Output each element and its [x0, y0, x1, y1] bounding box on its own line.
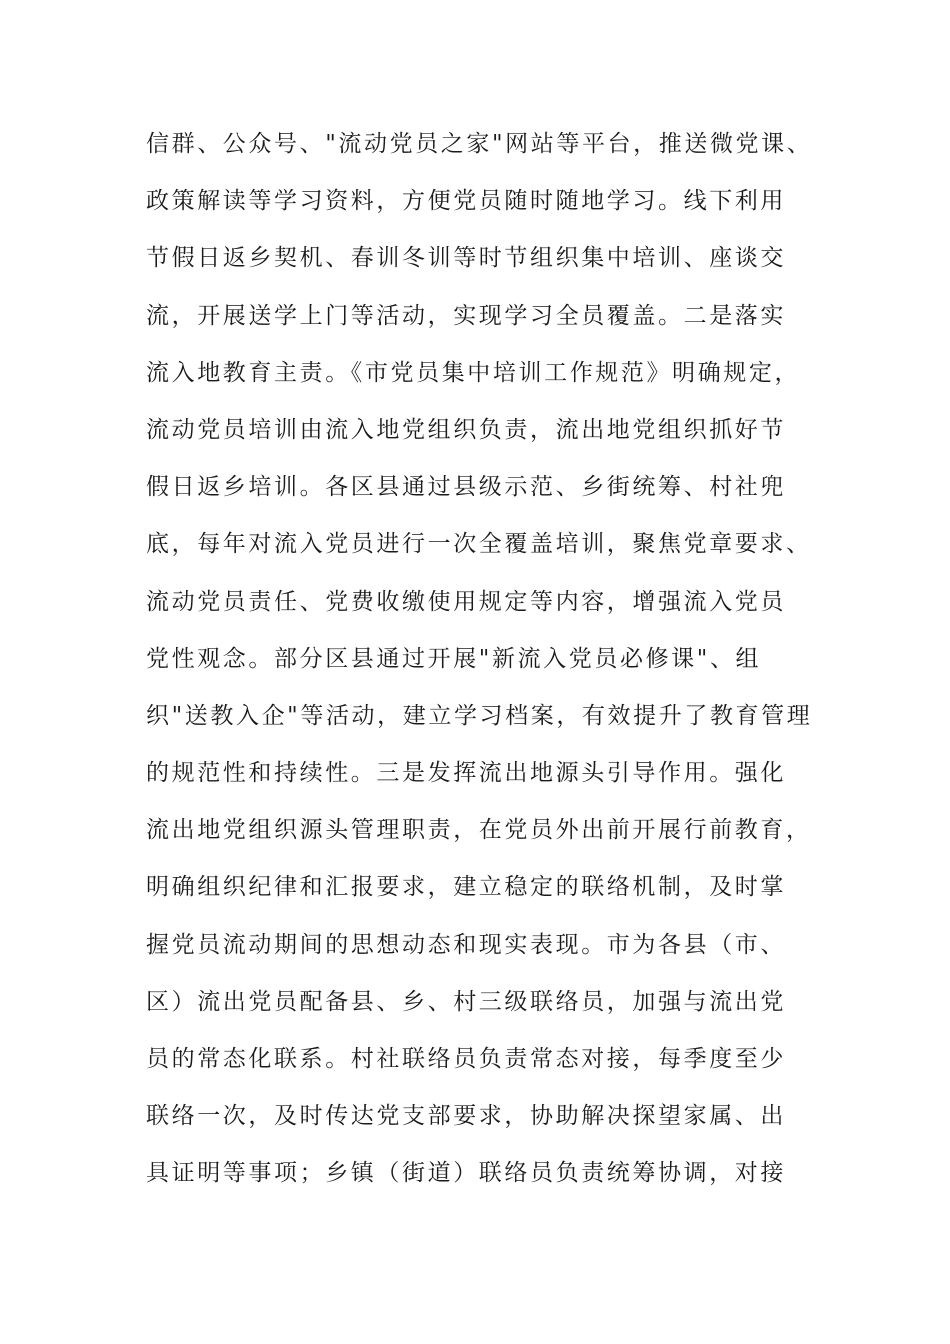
text-line-2: 政策解读等学习资料，方便党员随时随地学习。线下利用 [146, 188, 786, 215]
text-line-7: 假日返乡培训。各区县通过县级示范、乡街统筹、村社兜 [146, 474, 786, 501]
text-line-17: 员的常态化联系。村社联络员负责常态对接，每季度至少 [146, 1046, 786, 1072]
text-line-4: 流，开展送学上门等活动，实现学习全员覆盖。二是落实 [146, 302, 786, 329]
text-line-8: 底，每年对流入党员进行一次全覆盖培训，聚焦党章要求、 [146, 531, 812, 558]
text-line-1: 信群、公众号、"流动党员之家"网站等平台，推送微党课、 [146, 131, 813, 157]
text-line-14: 明确组织纪律和汇报要求，建立稳定的联络机制，及时掌 [146, 874, 786, 901]
text-line-18: 联络一次，及时传达党支部要求，协助解决探望家属、出 [146, 1103, 786, 1130]
text-line-9: 流动党员责任、党费收缴使用规定等内容，增强流入党员 [146, 588, 786, 615]
text-line-15: 握党员流动期间的思想动态和现实表现。市为各县（市、 [146, 931, 786, 958]
text-line-12: 的规范性和持续性。三是发挥流出地源头引导作用。强化 [146, 760, 786, 787]
text-line-13: 流出地党组织源头管理职责，在党员外出前开展行前教育， [146, 817, 812, 844]
body-text [146, 116, 816, 1203]
text-line-6: 流动党员培训由流入地党组织负责，流出地党组织抓好节 [146, 416, 786, 443]
text-line-19: 具证明等事项；乡镇（街道）联络员负责统筹协调，对接 [146, 1160, 786, 1187]
text-line-16: 区）流出党员配备县、乡、村三级联络员，加强与流出党 [146, 988, 786, 1015]
text-line-10: 党性观念。部分区县通过开展"新流入党员必修课"、组 [146, 645, 762, 672]
text-line-11: 织"送教入企"等活动，建立学习档案，有效提升了教育管理 [146, 702, 813, 729]
text-line-5: 流入地教育主责。《市党员集中培训工作规范》明确规定， [146, 359, 801, 386]
text-line-3: 节假日返乡契机、春训冬训等时节组织集中培训、座谈交 [146, 245, 786, 272]
